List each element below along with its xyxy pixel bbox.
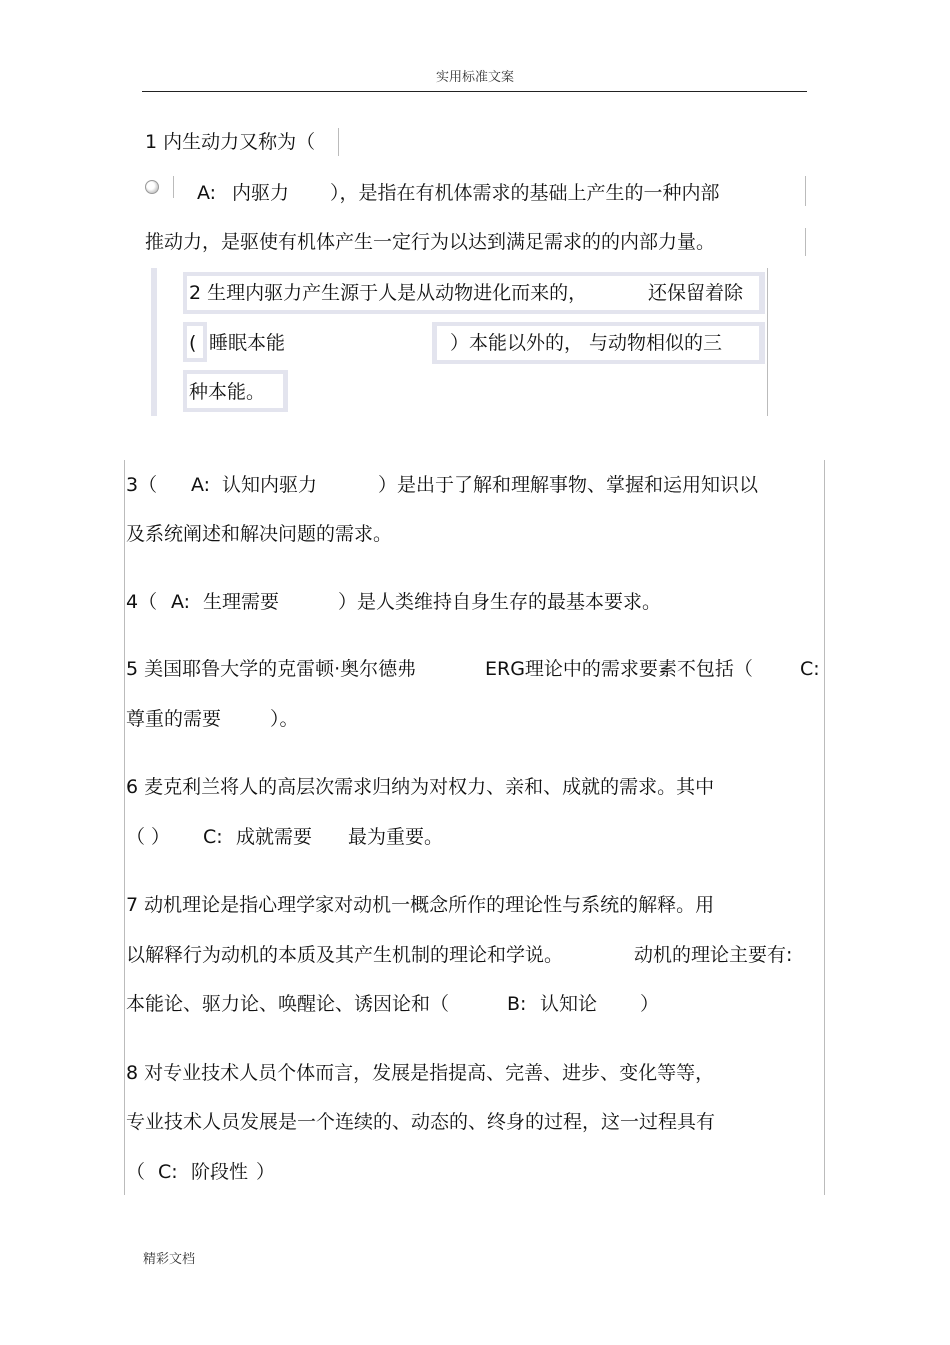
- q7-line-3-close: ）: [640, 993, 660, 1015]
- q6-option-prefix: C:: [203, 826, 223, 848]
- q3-line-1-rest: ）是出于了解和理解事物、掌握和运用知识以: [378, 474, 759, 496]
- q6-line-2-rest: 最为重要。: [348, 826, 444, 848]
- q8-line-1: 8 对专业技术人员个体而言，发展是指提高、完善、进步、变化等等，: [126, 1062, 715, 1084]
- q1-line-2-rest: ），是指在有机体需求的基础上产生的一种内部: [330, 182, 720, 204]
- q8-option-answer: 阶段性: [191, 1161, 249, 1183]
- q4-option-answer: 生理需要: [203, 591, 280, 613]
- q5-option-prefix: C:: [800, 658, 820, 680]
- q2-right-frame-line: [767, 268, 768, 416]
- q3-line-2: 及系统阐述和解决问题的需求。: [126, 523, 393, 545]
- q8-option-prefix: C:: [158, 1161, 178, 1183]
- q8-line-3-close: ）: [256, 1161, 276, 1183]
- q4-rest: ）是人类维持自身生存的最基本要求。: [338, 591, 662, 613]
- q2-line-1a: 2 生理内驱力产生源于人是从动物进化而来的，: [189, 282, 588, 304]
- q2-line-2-paren: (: [189, 332, 197, 354]
- q3-8-left-frame-line: [124, 460, 125, 1195]
- q7-option-answer: 认知论: [540, 993, 598, 1015]
- q2-line-3: 种本能。: [189, 381, 266, 403]
- q1-option-prefix: A:: [197, 182, 217, 204]
- q3-option-prefix: A:: [191, 474, 211, 496]
- q1-right-frame-line-2: [805, 228, 806, 256]
- q7-line-3a: 本能论、驱力论、唤醒论、诱因论和（: [126, 993, 450, 1015]
- q1-frame-line: [338, 128, 339, 156]
- q1-right-frame-line: [805, 176, 806, 206]
- q5-option-answer: 尊重的需要: [126, 708, 222, 730]
- q5-line-1b: ERG理论中的需求要素不包括（: [485, 658, 753, 680]
- q4-option-prefix: A:: [171, 591, 191, 613]
- q7-option-prefix: B:: [507, 993, 527, 1015]
- radio-button-icon[interactable]: [145, 180, 159, 194]
- q3-number: 3（: [126, 474, 158, 496]
- q1-option-frame-line: [173, 176, 174, 198]
- q5-line-2-rest: ）。: [270, 708, 299, 730]
- q2-line-1b: 还保留着除: [648, 282, 744, 304]
- header-divider: [142, 91, 807, 92]
- q1-line-1: 1 内生动力又称为（: [145, 131, 316, 153]
- q1-line-3: 推动力，是驱使有机体产生一定行为以达到满足需求的的内部力量。: [145, 231, 716, 253]
- q2-line-2-answer: 睡眠本能: [209, 332, 286, 354]
- q6-line-2-paren: （ ）: [126, 826, 171, 848]
- q6-line-1: 6 麦克利兰将人的高层次需求归纳为对权力、亲和、成就的需求。其中: [126, 776, 715, 798]
- q7-line-2a: 以解释行为动机的本质及其产生机制的理论和学说。: [126, 944, 564, 966]
- page-footer-text: 精彩文档: [143, 1252, 196, 1267]
- q7-line-1: 7 动机理论是指心理学家对动机一概念所作的理论性与系统的解释。用: [126, 894, 715, 916]
- q4-number: 4（: [126, 591, 158, 613]
- q6-option-answer: 成就需要: [236, 826, 313, 848]
- q2-left-shade: [151, 268, 157, 416]
- page-header-title: 实用标准文案: [435, 70, 514, 85]
- q2-line-2-rest: ）本能以外的， 与动物相似的三: [450, 332, 723, 354]
- q8-line-3-open: （: [126, 1161, 146, 1183]
- q1-option-answer: 内驱力: [232, 182, 290, 204]
- q8-line-2: 专业技术人员发展是一个连续的、动态的、终身的过程，这一过程具有: [126, 1111, 716, 1133]
- q5-line-1a: 5 美国耶鲁大学的克雷顿·奥尔德弗: [126, 658, 417, 680]
- q3-option-answer: 认知内驱力: [222, 474, 318, 496]
- q7-line-2b: 动机的理论主要有:: [634, 944, 793, 966]
- q3-8-right-frame-line: [824, 460, 825, 1195]
